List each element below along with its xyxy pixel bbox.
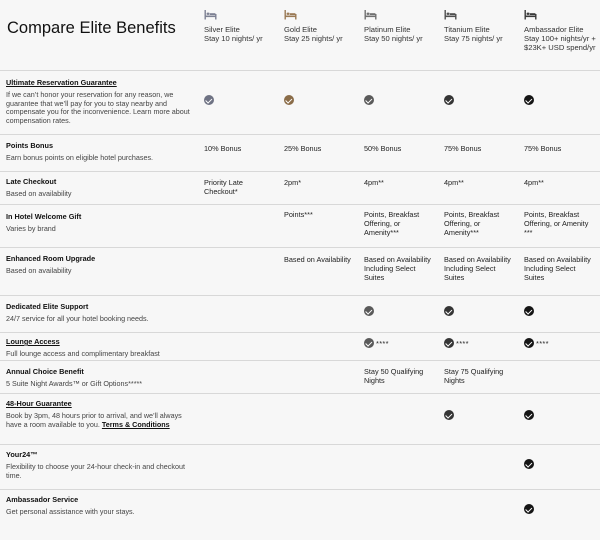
tier-value-cell <box>280 490 360 525</box>
tier-value-cell <box>200 333 280 360</box>
tier-value-cell <box>440 394 520 444</box>
tier-value-cell <box>440 248 520 295</box>
tier-titanium-elite <box>440 0 520 70</box>
benefit-description <box>6 267 194 276</box>
tier-value-cell <box>360 296 440 332</box>
benefit-name[interactable]: Lounge Access <box>6 337 60 346</box>
benefit-row <box>0 332 600 360</box>
tier-value-cell <box>280 248 360 295</box>
bed-icon <box>204 9 217 20</box>
tier-value-cell <box>440 333 520 360</box>
tier-value-cell <box>520 71 600 134</box>
bed-icon <box>284 9 297 20</box>
checkmark-icon <box>524 306 534 316</box>
benefit-description <box>6 154 194 163</box>
checkmark-icon <box>524 338 534 348</box>
tier-value-text: Stay 50 Qualifying Nights <box>364 367 424 385</box>
checkmark-icon <box>444 410 454 420</box>
benefit-description-text: Full lounge access and complimentary breakfast <box>6 349 160 358</box>
tier-requirement: Stay 25 nights/ yr <box>284 34 343 43</box>
benefit-description-text: Based on availability <box>6 189 72 198</box>
tier-value-cell <box>440 172 520 204</box>
tier-value-cell <box>280 296 360 332</box>
tier-ambassador-elite <box>520 0 600 70</box>
benefit-info <box>0 296 200 332</box>
tier-value-cell <box>520 445 600 489</box>
tier-name: Platinum Elite <box>364 25 411 34</box>
benefit-row <box>0 393 600 444</box>
checkmark-icon <box>364 95 374 105</box>
tier-value-cell <box>200 445 280 489</box>
tier-value-cell <box>280 394 360 444</box>
tier-value-cell <box>280 361 360 393</box>
bed-icon <box>444 9 457 20</box>
benefit-name: In Hotel Welcome Gift <box>6 212 82 221</box>
benefit-name[interactable]: 48-Hour Guarantee <box>6 399 72 408</box>
tier-value-text: Stay 75 Qualifying Nights <box>444 367 504 385</box>
tier-columns <box>200 0 600 70</box>
tier-value-cell <box>440 71 520 134</box>
tier-header <box>0 0 600 70</box>
tier-value-cell <box>360 333 440 360</box>
tier-value-cell <box>520 248 600 295</box>
benefit-row <box>0 134 600 171</box>
tier-value-text: Based on Availability Including Select Suites <box>524 255 591 282</box>
tier-value-text: 50% Bonus <box>364 144 402 153</box>
tier-value-cell <box>280 172 360 204</box>
tier-value-cell <box>360 172 440 204</box>
benefit-description-text: Based on availability <box>6 266 72 275</box>
tier-value-text: **** <box>376 338 389 348</box>
tier-value-cell <box>280 445 360 489</box>
tier-silver-elite <box>200 0 280 70</box>
benefit-description <box>6 508 194 517</box>
tier-value-text: 25% Bonus <box>284 144 322 153</box>
bed-icon <box>364 9 377 20</box>
benefit-info <box>0 490 200 525</box>
checkmark-icon <box>364 306 374 316</box>
tier-value-cell <box>520 361 600 393</box>
tier-value-cell <box>280 333 360 360</box>
tier-value-cell <box>520 490 600 525</box>
benefit-description-text: Flexibility to choose your 24-hour check-in and checkout time. <box>6 462 185 480</box>
tier-value-cell <box>200 394 280 444</box>
tier-value-cell <box>440 296 520 332</box>
tier-value-cell <box>360 394 440 444</box>
tier-value-cell <box>360 445 440 489</box>
benefit-description <box>6 190 194 199</box>
tier-value-text: 75% Bonus <box>524 144 562 153</box>
benefits-table <box>0 70 600 525</box>
tier-value-cell <box>200 248 280 295</box>
tier-value-cell <box>440 490 520 525</box>
benefit-description <box>6 463 194 480</box>
tier-value-cell <box>200 490 280 525</box>
tier-value-cell <box>360 490 440 525</box>
benefit-description-text: 24/7 service for all your hotel booking needs. <box>6 314 149 323</box>
bed-icon <box>524 9 537 20</box>
benefit-row <box>0 360 600 393</box>
benefit-info <box>0 135 200 171</box>
benefit-name: Ambassador Service <box>6 495 79 504</box>
benefit-name: Annual Choice Benefit <box>6 367 84 376</box>
tier-name: Gold Elite <box>284 25 317 34</box>
benefit-description <box>6 412 194 429</box>
benefit-info <box>0 71 200 134</box>
benefit-row <box>0 489 600 525</box>
benefit-row <box>0 444 600 489</box>
benefit-row <box>0 204 600 247</box>
tier-value-cell <box>440 135 520 171</box>
checkmark-icon <box>204 95 214 105</box>
checkmark-icon <box>364 338 374 348</box>
benefit-info <box>0 445 200 489</box>
benefit-description-text: If we can’t honor your reservation for any reason, we guarantee that we’ll pay for you to stay nearby and compensate you for the inconvenience. Learn more about compensation rates. <box>6 90 190 125</box>
tier-value-cell <box>200 361 280 393</box>
tier-value-text: **** <box>456 338 469 348</box>
benefit-description-text: Get personal assistance with your stays. <box>6 507 135 516</box>
benefit-description-text: 5 Suite Night Awards™ or Gift Options***** <box>6 379 143 388</box>
checkmark-icon <box>524 504 534 514</box>
tier-name: Titanium Elite <box>444 25 490 34</box>
tier-gold-elite <box>280 0 360 70</box>
benefit-description <box>6 350 194 359</box>
benefit-description <box>6 380 194 389</box>
benefit-info <box>0 394 200 444</box>
tier-value-cell <box>360 248 440 295</box>
tier-value-text: Based on Availability <box>284 255 351 264</box>
tier-platinum-elite <box>360 0 440 70</box>
tier-value-cell <box>200 172 280 204</box>
tier-value-cell <box>360 205 440 247</box>
benefit-description-text: Earn bonus points on eligible hotel purchases. <box>6 153 154 162</box>
tier-value-cell <box>280 71 360 134</box>
benefit-info <box>0 172 200 204</box>
benefit-name: Late Checkout <box>6 177 57 186</box>
tier-value-text: 10% Bonus <box>204 144 242 153</box>
terms-conditions-link[interactable]: Terms & Conditions <box>101 419 170 429</box>
tier-value-text: 2pm* <box>284 178 302 187</box>
tier-value-cell <box>280 135 360 171</box>
tier-value-cell <box>440 445 520 489</box>
benefit-row <box>0 70 600 134</box>
benefit-description-text: Varies by brand <box>6 224 56 233</box>
tier-requirement: Stay 100+ nights/yr + $23K+ USD spend/yr <box>524 34 596 52</box>
benefit-info <box>0 205 200 247</box>
checkmark-icon <box>524 95 534 105</box>
benefit-name: Points Bonus <box>6 141 54 150</box>
tier-value-text: Points, Breakfast Offering, or Amenity *** <box>524 210 589 237</box>
tier-value-text: 75% Bonus <box>444 144 482 153</box>
benefit-row <box>0 171 600 204</box>
benefit-name: Dedicated Elite Support <box>6 302 89 311</box>
tier-value-cell <box>360 71 440 134</box>
tier-value-cell <box>200 205 280 247</box>
tier-value-text: Points, Breakfast Offering, or Amenity*** <box>364 210 420 237</box>
tier-value-cell <box>360 361 440 393</box>
tier-value-text: 4pm** <box>364 178 384 187</box>
tier-value-text: Based on Availability Including Select Suites <box>364 255 431 282</box>
tier-requirement: Stay 10 nights/ yr <box>204 34 263 43</box>
tier-value-cell <box>520 205 600 247</box>
benefit-row <box>0 247 600 295</box>
checkmark-icon <box>444 95 454 105</box>
benefit-description <box>6 91 194 125</box>
tier-value-cell <box>520 135 600 171</box>
benefit-description-text: Book by 3pm, 48 hours prior to arrival, and we’ll always have a room available to you. <box>6 411 182 429</box>
tier-value-cell <box>520 172 600 204</box>
tier-value-cell <box>520 333 600 360</box>
tier-value-cell <box>200 135 280 171</box>
benefit-description <box>6 225 194 234</box>
benefit-info <box>0 361 200 393</box>
tier-value-cell <box>440 361 520 393</box>
checkmark-icon <box>444 306 454 316</box>
tier-name: Ambassador Elite <box>524 25 584 34</box>
tier-value-text: Priority Late Checkout* <box>204 178 243 196</box>
tier-value-text: Points, Breakfast Offering, or Amenity*** <box>444 210 500 237</box>
tier-value-cell <box>520 296 600 332</box>
tier-value-cell <box>200 71 280 134</box>
benefit-name[interactable]: Ultimate Reservation Guarantee <box>6 78 117 87</box>
checkmark-icon <box>284 95 294 105</box>
tier-value-cell <box>200 296 280 332</box>
benefit-name: Your24™ <box>6 450 38 459</box>
page-title: Compare Elite Benefits <box>7 19 176 37</box>
tier-requirement: Stay 50 nights/ yr <box>364 34 423 43</box>
tier-name: Silver Elite <box>204 25 240 34</box>
benefit-name: Enhanced Room Upgrade <box>6 254 96 263</box>
tier-value-text: 4pm** <box>444 178 464 187</box>
tier-value-cell <box>520 394 600 444</box>
tier-value-text: Based on Availability Including Select Suites <box>444 255 511 282</box>
checkmark-icon <box>444 338 454 348</box>
benefit-description <box>6 315 194 324</box>
benefit-row <box>0 295 600 332</box>
checkmark-icon <box>524 410 534 420</box>
tier-value-cell <box>440 205 520 247</box>
tier-value-cell <box>360 135 440 171</box>
tier-requirement: Stay 75 nights/ yr <box>444 34 503 43</box>
tier-value-text: Points*** <box>284 210 313 219</box>
benefit-info <box>0 333 200 360</box>
tier-value-cell <box>280 205 360 247</box>
tier-value-text: 4pm** <box>524 178 544 187</box>
benefit-info <box>0 248 200 295</box>
checkmark-icon <box>524 459 534 469</box>
tier-value-text: **** <box>536 338 549 348</box>
